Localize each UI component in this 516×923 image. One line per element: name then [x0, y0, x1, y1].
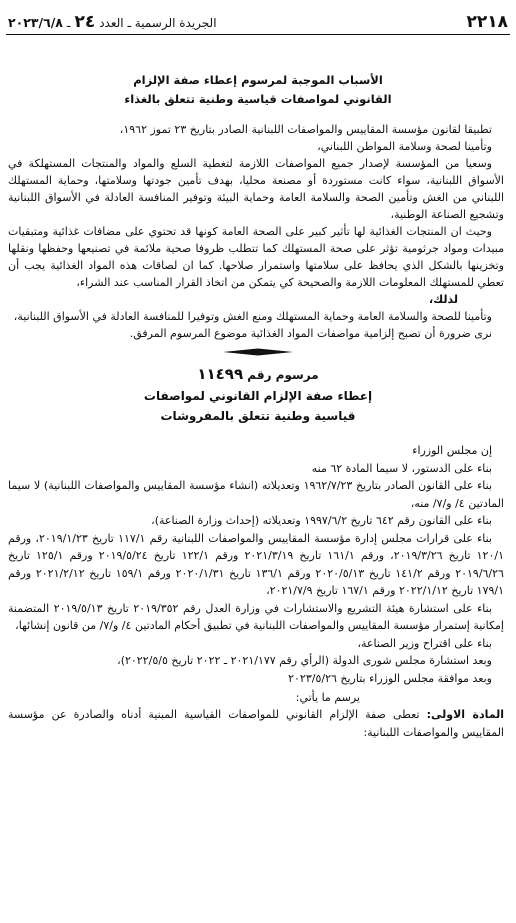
- page-header: [6, 6, 510, 35]
- page-number: ٢٢١٨: [466, 12, 508, 32]
- divider-ornament-icon: [223, 348, 293, 356]
- gazette-info: [8, 12, 217, 32]
- decree-subtitle-line1: إعطاء صفة الإلزام القانوني لمواصفات: [143, 389, 373, 403]
- decree-subtitle-line2: قياسية وطنية تتعلق بالمفروشات: [160, 409, 356, 423]
- reasons-title-line2: القانوني لمواصفات قياسية وطنية تتعلق بالغذاء: [124, 92, 392, 106]
- reasons-paragraph: وحيث ان المنتجات الغذائية لها تأثير كبير على الصحة العامة كونها قد تحتوي على مضافات غذائية ومتبقيات مبيدات ومواد جرثومية تؤثر على صحة المستهلك كما تتطلب ظروفا صحية ملائمة في تصنيعها وحفظها ونقلها وتخزينها بالشكل الذي يحافظ على سلامتها واستمرار صلاحها. كما ان لصاقات هذه المواد الغذائية يجب أن تعطي للمستهلك المعلومات اللازمة والصحيحة كي يتمكن من اتخاذ القرار المناسب عند الشراء،: [8, 225, 504, 289]
- issue-date: ٢٠٢٣/٦/٨: [8, 15, 63, 30]
- therefore-label: لذلك،: [428, 293, 458, 306]
- reasons-body: [6, 121, 510, 342]
- decree-line: وبعد استشارة مجلس شورى الدولة (الرأي رقم ٢٠٢١/١٧٧ ـ ٢٠٢٢ تاريخ ٢٠٢٢/٥/٥)،: [117, 654, 492, 667]
- issued-statement: يرسم ما يأتي:: [295, 691, 360, 704]
- decree-line: وبعد موافقة مجلس الوزراء بتاريخ ٢٠٢٣/٥/٢٦: [288, 671, 492, 685]
- article-one: [6, 706, 510, 741]
- reasons-paragraph: وتأمينا لصحة وسلامة المواطن اللبناني،: [317, 140, 492, 153]
- decree-number: ١١٤٩٩: [197, 365, 244, 383]
- reasons-paragraph: وسعيا من المؤسسة لإصدار جميع المواصفات اللازمة لتغطية السلع والمواد والمنتجات المستهلكة في الأسواق اللبنانية، سواء كانت مستوردة أو مصنعة محليا، بهدف تأمين جودتها وسلامتها، وحماية المستهلك اللبناني من الغش وتأمين الصحة والسلامة العامة وحماية البيئة وتوفير المنافسة العادلة في الأسواق اللبنانية وتشجيع الصناعة الوطنية،: [8, 157, 504, 221]
- reasons-paragraph: وتأمينا للصحة والسلامة العامة وحماية المستهلك ومنع الغش وتوفيرا للمنافسة العادلة في الأسواق اللبنانية،: [13, 310, 492, 323]
- reasons-paragraph: نرى ضرورة أن تصبح إلزامية مواصفات المواد الغذائية موضوع المرسوم المرفق.: [129, 327, 492, 340]
- decree-line: بناء على الدستور، لا سيما المادة ٦٢ منه: [311, 461, 492, 475]
- decree-line: بناء على القانون الصادر بتاريخ ١٩٦٢/٧/٢٣ وتعديلاته (انشاء مؤسسة المقاييس والمواصفات اللبنانية) لا سيما المادتين ٤/ و/٧/ منه،: [8, 479, 504, 510]
- header-separator: ـ: [66, 16, 71, 30]
- decree-line: بناء على قرارات مجلس إدارة مؤسسة المقاييس والمواصفات اللبنانية رقم ١١٧/١ تاريخ ٢٠١٩/١/٢٣، ورقم ١٢٠/١ تاريخ ٢٠١٩/٣/٢٦، ورقم ١٦١/١ تاريخ ٢٠٢١/٣/١٩ ورقم ١٢٢/١ تاريخ ٢٠١٩/٥/٢٤ ورقم ١٢٥/١ تاريخ ٢٠١٩/٦/٢٦ ورقم ١٤١/٢ تاريخ ٢٠٢٠/٥/١٣ ورقم ١٣٦/١ تاريخ ٢٠٢٠/١/٣١ ورقم ١٥٩/١ تاريخ ٢٠٢١/٢/١٢ ورقم ١٧٩/١ تاريخ ٢٠٢٢/١/١٢ ورقم ١٦٧/١ تاريخ ٢٠٢١/٧/٩،: [8, 531, 504, 597]
- document-page: [6, 6, 510, 917]
- decree-title-prefix: مرسوم رقم: [247, 368, 319, 382]
- decree-line: إن مجلس الوزراء: [412, 444, 492, 457]
- reasons-title: [6, 71, 510, 109]
- decree-subtitle: [6, 386, 510, 426]
- issue-number: ٢٤: [74, 12, 96, 32]
- decree-line: بناء على استشارة هيئة التشريع والاستشارات في وزارة العدل رقم ٢٠١٩/٣٥٢ تاريخ ٢٠١٩/٥/١٣ المتضمنة إمكانية إستمرار مؤسسة المقاييس والمواصفات اللبنانية في تطبيق أحكام المادتين ٤/ و/٧/ من قانون إنشائها،: [8, 601, 504, 632]
- article-text: تعطى صفة الإلزام القانوني للمواصفات القياسية المبنية أدناه والصادرة عن مؤسسة المقاييس والمواصفات اللبنانية:: [8, 708, 504, 739]
- section-divider: [6, 348, 510, 356]
- reasons-title-line1: الأسباب الموجبة لمرسوم إعطاء صفة الإلزام: [133, 73, 383, 87]
- reasons-paragraph: تطبيقا لقانون مؤسسة المقاييس والمواصفات اللبنانية الصادر بتاريخ ٢٣ تموز ١٩٦٢،: [119, 123, 492, 136]
- decree-title: [6, 364, 510, 386]
- decree-line: بناء على اقتراح وزير الصناعة،: [357, 636, 492, 650]
- decree-body: [6, 442, 510, 741]
- gazette-name: الجريدة الرسمية ـ العدد: [99, 16, 217, 30]
- article-label: المادة الاولى:: [426, 708, 504, 721]
- decree-line: بناء على القانون رقم ٦٤٢ تاريخ ١٩٩٧/٦/٢ وتعديلاته (إحداث وزارة الصناعة)،: [151, 514, 492, 527]
